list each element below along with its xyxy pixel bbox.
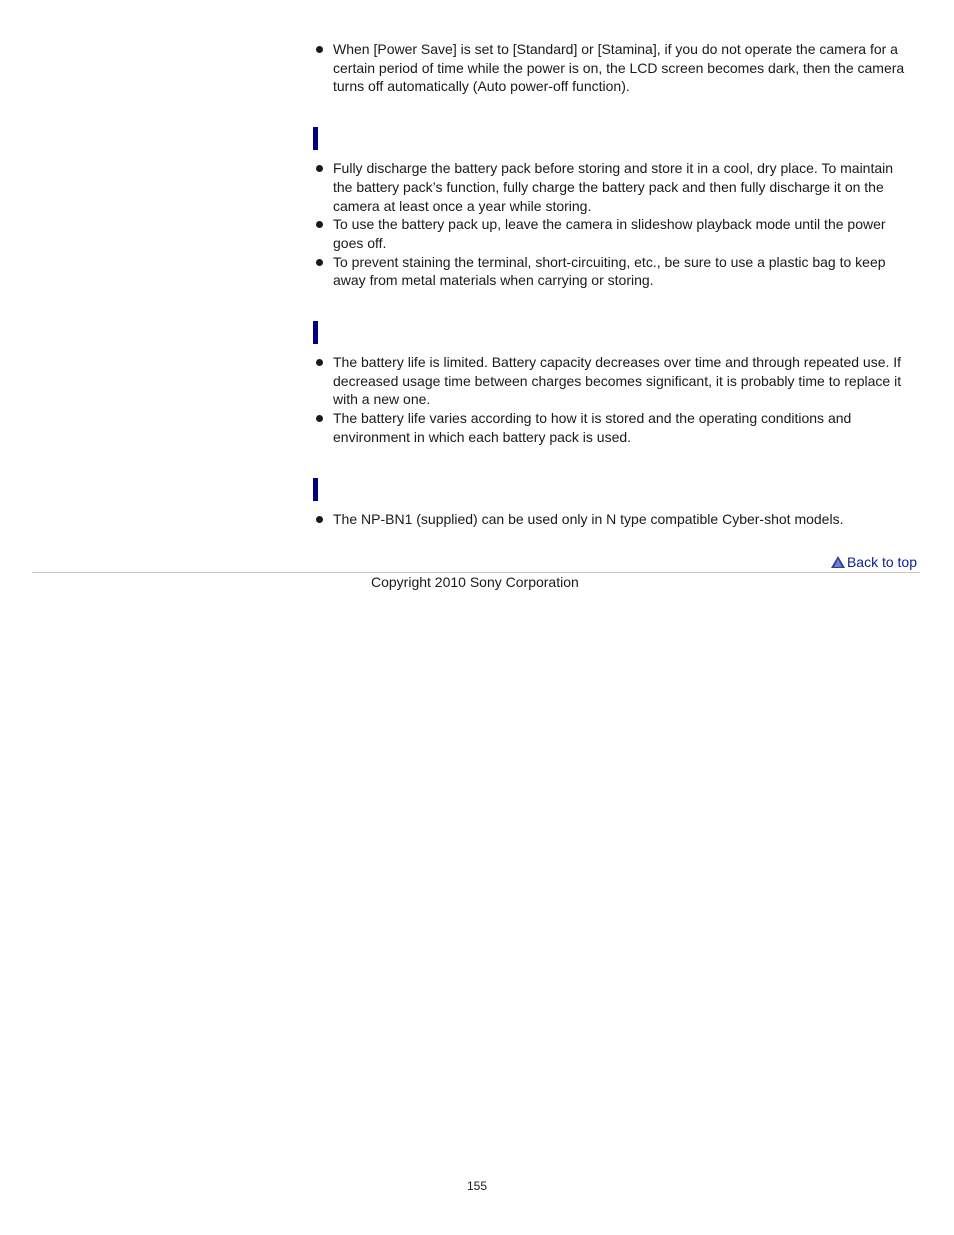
section-heading <box>313 321 913 344</box>
section-heading <box>313 478 913 501</box>
section-accent-bar <box>313 321 318 344</box>
list-item: The NP-BN1 (supplied) can be used only in N type compatible Cyber-shot models. <box>313 510 913 529</box>
list-item: The battery life is limited. Battery capacity decreases over time and through repeated use. If decreased usage time between charges becomes significant, it is probably time to replace it with a new one. <box>313 353 913 409</box>
section-list <box>313 159 913 290</box>
section-list <box>313 510 913 529</box>
list-item: Fully discharge the battery pack before storing and store it in a cool, dry place. To maintain the battery pack’s function, fully charge the battery pack and then fully discharge it on the camera at least once a year while storing. <box>313 159 913 215</box>
back-to-top-link[interactable] <box>831 553 917 572</box>
section-accent-bar <box>313 478 318 501</box>
section-heading <box>313 127 913 150</box>
up-triangle-icon <box>831 556 845 568</box>
main-content <box>313 40 913 528</box>
section-list <box>313 353 913 447</box>
section-accent-bar <box>313 127 318 150</box>
copyright-text: Copyright 2010 Sony Corporation <box>371 574 579 590</box>
list-item: To prevent staining the terminal, short-circuiting, etc., be sure to use a plastic bag to keep away from metal materials when carrying or storing. <box>313 253 913 290</box>
intro-list <box>313 40 913 96</box>
list-item: The battery life varies according to how it is stored and the operating conditions and environment in which each battery pack is used. <box>313 409 913 446</box>
page-number: 155 <box>466 1179 488 1193</box>
list-item: To use the battery pack up, leave the camera in slideshow playback mode until the power goes off. <box>313 215 913 252</box>
back-to-top-label: Back to top <box>846 554 917 570</box>
list-item: When [Power Save] is set to [Standard] or [Stamina], if you do not operate the camera for a certain period of time while the power is on, the LCD screen becomes dark, then the camera turns off automatically (Auto power-off function). <box>313 40 913 96</box>
